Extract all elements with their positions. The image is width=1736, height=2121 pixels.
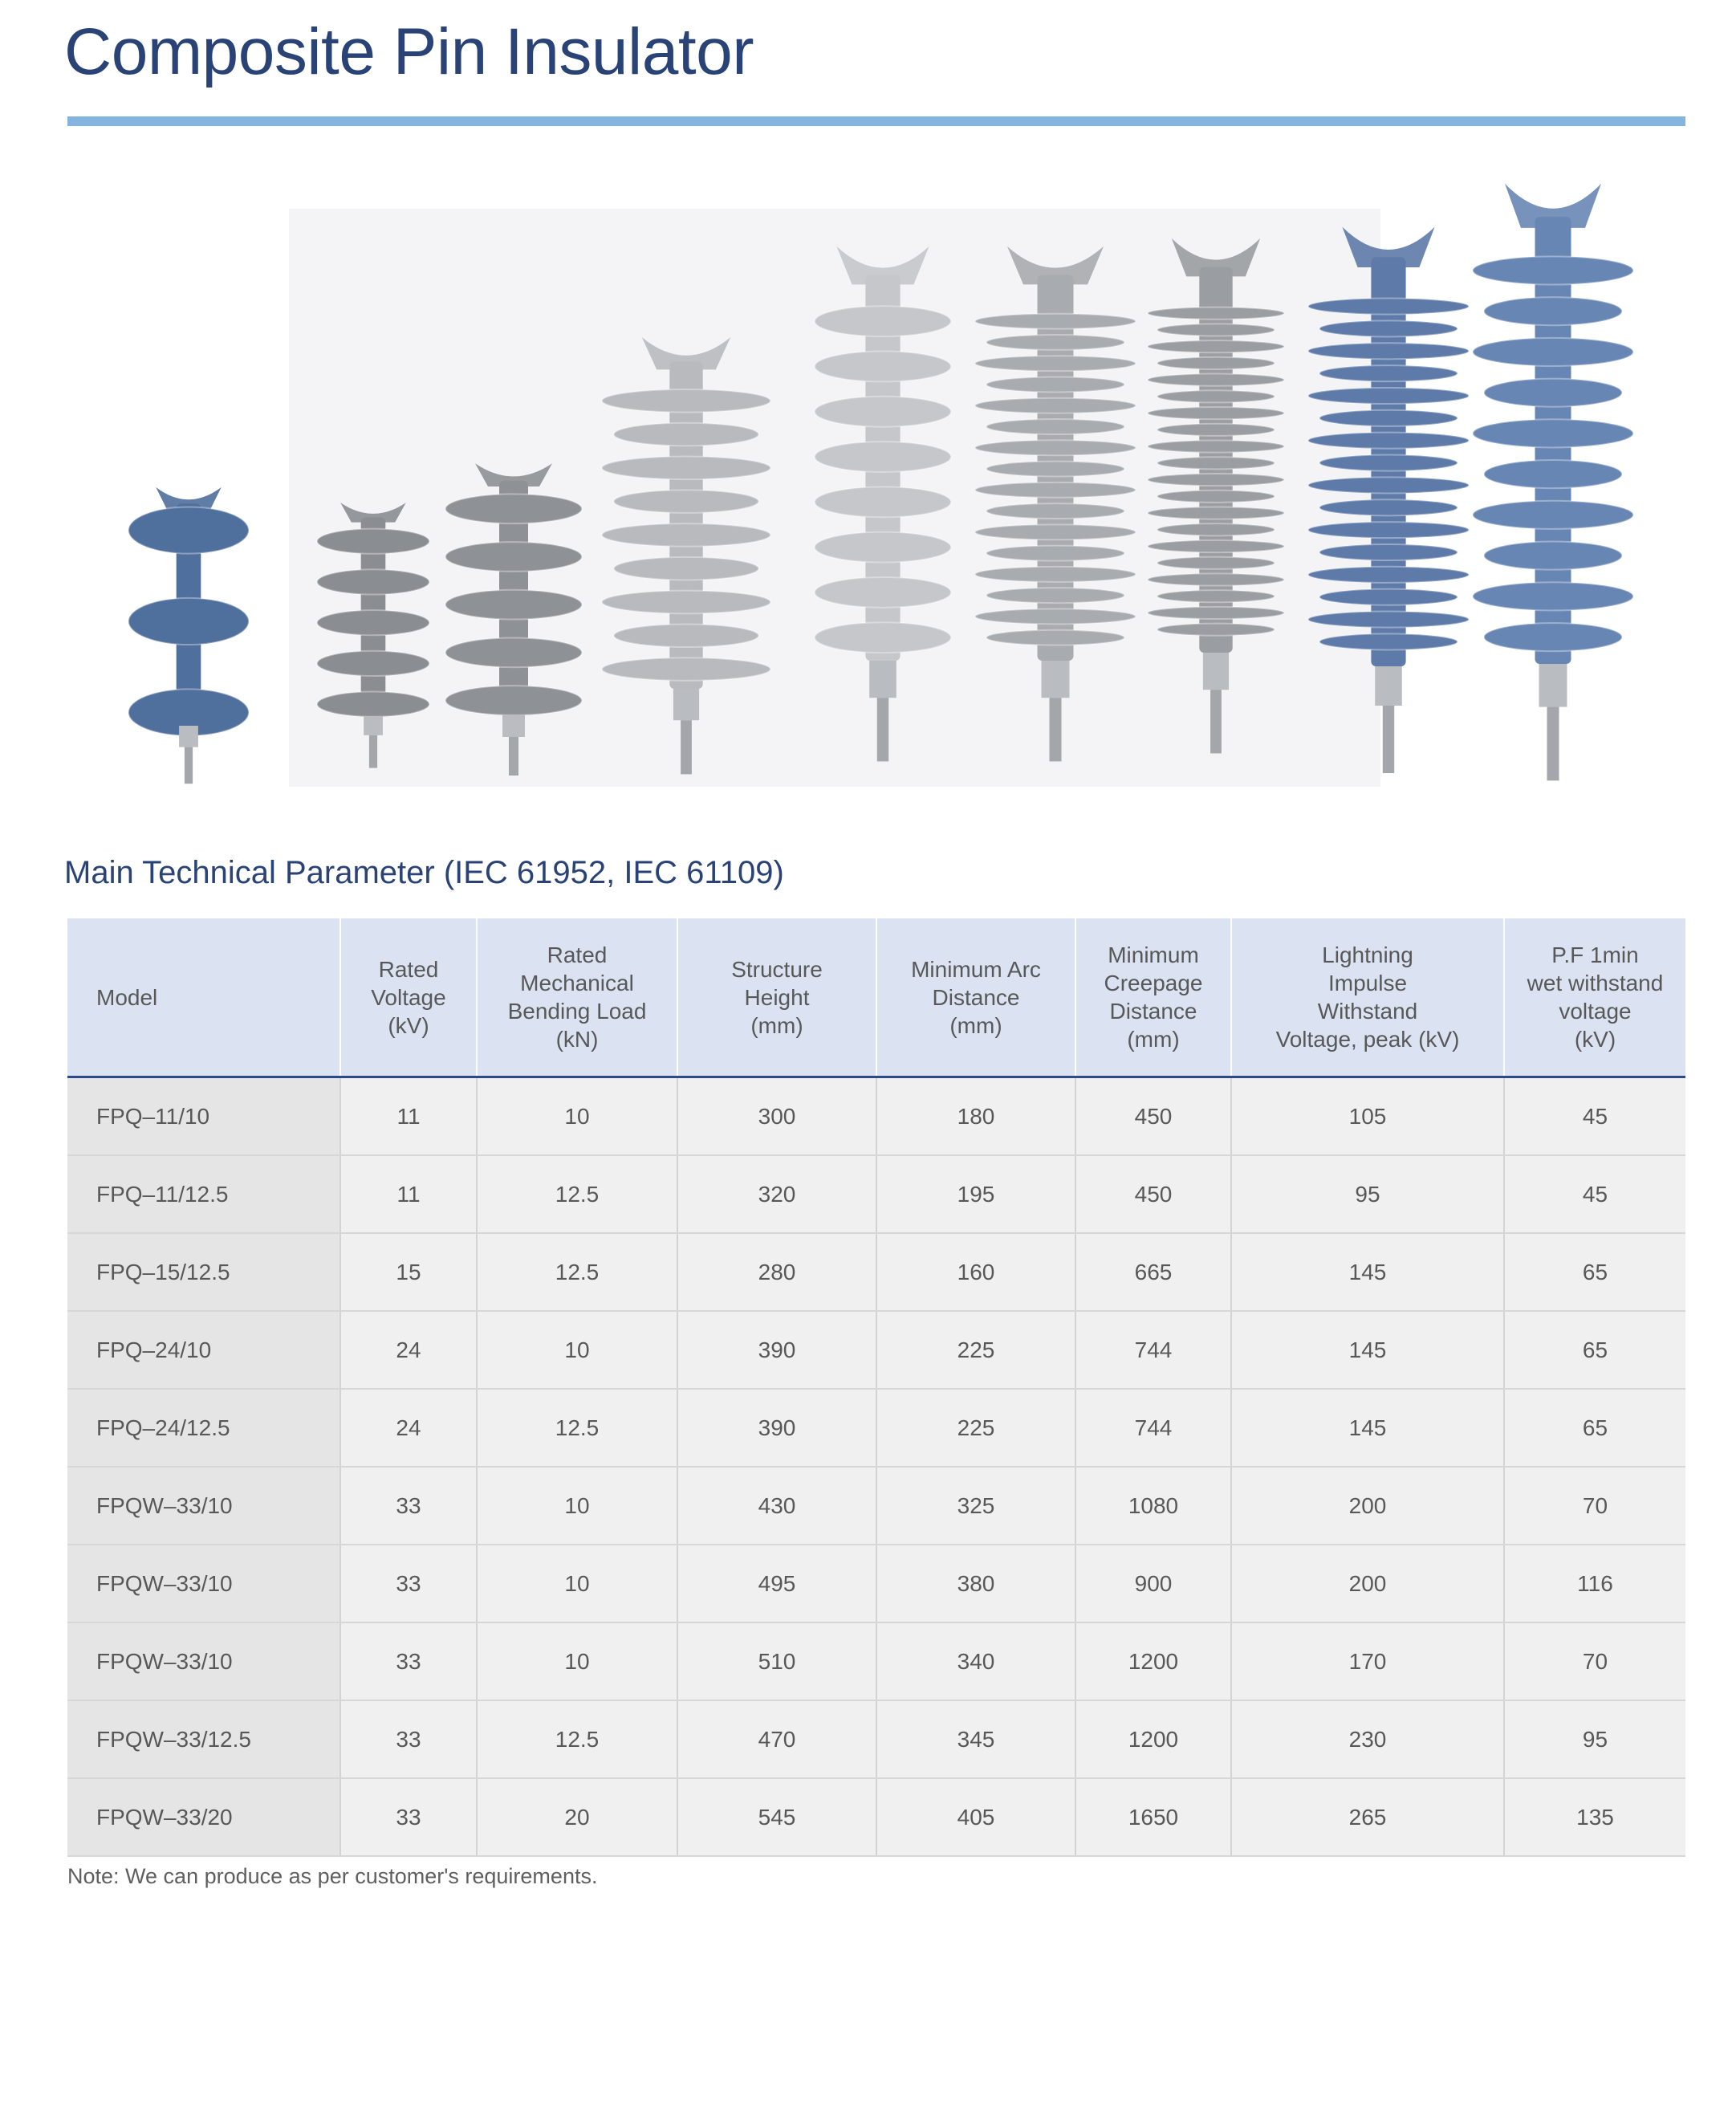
value-cell: 15 (340, 1233, 477, 1311)
column-header-line: Height (744, 984, 810, 1010)
value-cell: 33 (340, 1467, 477, 1545)
column-header-line: Withstand (1317, 999, 1418, 1024)
table-body (67, 1077, 1685, 1857)
value-cell: 45 (1504, 1077, 1685, 1156)
value-cell: 12.5 (477, 1700, 677, 1778)
value-cell: 170 (1231, 1622, 1504, 1700)
value-cell: 180 (876, 1077, 1075, 1156)
value-cell: 20 (477, 1778, 677, 1856)
column-header (477, 918, 677, 1077)
insulator-image (120, 482, 257, 787)
value-cell: 12.5 (477, 1233, 677, 1311)
column-header (876, 918, 1075, 1077)
value-cell: 510 (677, 1622, 876, 1700)
value-cell: 405 (876, 1778, 1075, 1856)
column-header-line: Rated (547, 942, 608, 967)
insulator-image (787, 237, 979, 767)
value-cell: 95 (1504, 1700, 1685, 1778)
value-cell: 65 (1504, 1311, 1685, 1389)
value-cell: 145 (1231, 1311, 1504, 1389)
model-cell: FPQ–11/10 (67, 1077, 340, 1156)
value-cell: 33 (340, 1700, 477, 1778)
value-cell: 45 (1504, 1155, 1685, 1233)
model-cell: FPQW–33/10 (67, 1467, 340, 1545)
column-header-line: P.F 1min (1551, 942, 1639, 967)
title-rule (67, 116, 1685, 126)
column-header-line: Lightning (1322, 942, 1413, 967)
column-header (340, 918, 477, 1077)
value-cell: 200 (1231, 1467, 1504, 1545)
value-cell: 470 (677, 1700, 876, 1778)
value-cell: 33 (340, 1778, 477, 1856)
value-cell: 65 (1504, 1389, 1685, 1467)
insulator-image (1124, 229, 1308, 759)
value-cell: 280 (677, 1233, 876, 1311)
table-row (67, 1077, 1685, 1156)
table-row (67, 1778, 1685, 1856)
table-row (67, 1545, 1685, 1622)
value-cell: 70 (1504, 1467, 1685, 1545)
column-header-line: (mm) (1127, 1027, 1180, 1052)
insulator-image (1453, 173, 1653, 787)
value-cell: 116 (1504, 1545, 1685, 1622)
value-cell: 390 (677, 1311, 876, 1389)
value-cell: 11 (340, 1077, 477, 1156)
column-header (1075, 918, 1231, 1077)
value-cell: 145 (1231, 1389, 1504, 1467)
value-cell: 33 (340, 1622, 477, 1700)
value-cell: 160 (876, 1233, 1075, 1311)
column-header-line: (kV) (1574, 1027, 1616, 1052)
model-cell: FPQ–11/12.5 (67, 1155, 340, 1233)
table-row (67, 1311, 1685, 1389)
value-cell: 744 (1075, 1389, 1231, 1467)
model-cell: FPQW–33/10 (67, 1545, 340, 1622)
value-cell: 10 (477, 1077, 677, 1156)
value-cell: 33 (340, 1545, 477, 1622)
column-header (1504, 918, 1685, 1077)
value-cell: 300 (677, 1077, 876, 1156)
value-cell: 340 (876, 1622, 1075, 1700)
table-row (67, 1700, 1685, 1778)
value-cell: 145 (1231, 1233, 1504, 1311)
value-cell: 1200 (1075, 1622, 1231, 1700)
value-cell: 195 (876, 1155, 1075, 1233)
column-header (1231, 918, 1504, 1077)
table-row (67, 1622, 1685, 1700)
value-cell: 1650 (1075, 1778, 1231, 1856)
value-cell: 265 (1231, 1778, 1504, 1856)
table-row (67, 1389, 1685, 1467)
value-cell: 70 (1504, 1622, 1685, 1700)
value-cell: 10 (477, 1545, 677, 1622)
value-cell: 345 (876, 1700, 1075, 1778)
value-cell: 390 (677, 1389, 876, 1467)
insulator-image (433, 458, 594, 779)
column-header-line: Bending Load (507, 999, 647, 1024)
column-header-line: (mm) (750, 1012, 803, 1038)
value-cell: 380 (876, 1545, 1075, 1622)
model-cell: FPQW–33/12.5 (67, 1700, 340, 1778)
column-header-line: (mm) (949, 1012, 1002, 1038)
column-header (677, 918, 876, 1077)
column-header-line: voltage (1559, 999, 1632, 1024)
value-cell: 230 (1231, 1700, 1504, 1778)
insulator-gallery (88, 161, 1661, 795)
column-header-line: Minimum Arc (911, 956, 1041, 982)
value-cell: 12.5 (477, 1155, 677, 1233)
column-header-line: Voltage, peak (kV) (1275, 1027, 1460, 1052)
value-cell: 1080 (1075, 1467, 1231, 1545)
value-cell: 11 (340, 1155, 477, 1233)
value-cell: 95 (1231, 1155, 1504, 1233)
value-cell: 1200 (1075, 1700, 1231, 1778)
model-cell: FPQW–33/20 (67, 1778, 340, 1856)
value-cell: 200 (1231, 1545, 1504, 1622)
value-cell: 225 (876, 1311, 1075, 1389)
value-cell: 325 (876, 1467, 1075, 1545)
footnote: Note: We can produce as per customer's requirements. (67, 1864, 598, 1888)
insulator-image (305, 498, 441, 771)
column-header-line: Voltage (371, 984, 446, 1010)
parameter-table (67, 918, 1685, 1857)
insulator-image (594, 329, 779, 779)
column-header-line: Creepage (1104, 971, 1203, 995)
model-cell: FPQ–24/12.5 (67, 1389, 340, 1467)
value-cell: 65 (1504, 1233, 1685, 1311)
column-header-line: (kV) (388, 1012, 429, 1038)
value-cell: 10 (477, 1622, 677, 1700)
column-header (67, 918, 340, 1077)
model-cell: FPQW–33/10 (67, 1622, 340, 1700)
table-row (67, 1155, 1685, 1233)
column-header-line: Distance (932, 984, 1020, 1010)
value-cell: 495 (677, 1545, 876, 1622)
value-cell: 900 (1075, 1545, 1231, 1622)
value-cell: 320 (677, 1155, 876, 1233)
column-header-line: Mechanical (520, 971, 634, 995)
page-title: Composite Pin Insulator (64, 15, 754, 88)
column-header-line: Rated (378, 956, 439, 982)
value-cell: 225 (876, 1389, 1075, 1467)
value-cell: 135 (1504, 1778, 1685, 1856)
column-header-line: Distance (1109, 999, 1197, 1024)
column-header-line: Structure (731, 956, 823, 982)
table-row (67, 1467, 1685, 1545)
value-cell: 10 (477, 1467, 677, 1545)
value-cell: 450 (1075, 1077, 1231, 1156)
column-header-line: Impulse (1327, 971, 1408, 995)
table-header-row (67, 918, 1685, 1077)
value-cell: 24 (340, 1389, 477, 1467)
value-cell: 665 (1075, 1233, 1231, 1311)
column-header-line: (kN) (555, 1027, 599, 1052)
column-header-line: Model (96, 984, 158, 1010)
column-header-line: Minimum (1108, 942, 1199, 967)
section-title: Main Technical Parameter (IEC 61952, IEC 61109) (64, 855, 784, 890)
value-cell: 430 (677, 1467, 876, 1545)
model-cell: FPQ–24/10 (67, 1311, 340, 1389)
value-cell: 24 (340, 1311, 477, 1389)
value-cell: 12.5 (477, 1389, 677, 1467)
value-cell: 105 (1231, 1077, 1504, 1156)
value-cell: 545 (677, 1778, 876, 1856)
table-row (67, 1233, 1685, 1311)
value-cell: 10 (477, 1311, 677, 1389)
value-cell: 450 (1075, 1155, 1231, 1233)
column-header-line: wet withstand (1527, 971, 1664, 995)
value-cell: 744 (1075, 1311, 1231, 1389)
model-cell: FPQ–15/12.5 (67, 1233, 340, 1311)
